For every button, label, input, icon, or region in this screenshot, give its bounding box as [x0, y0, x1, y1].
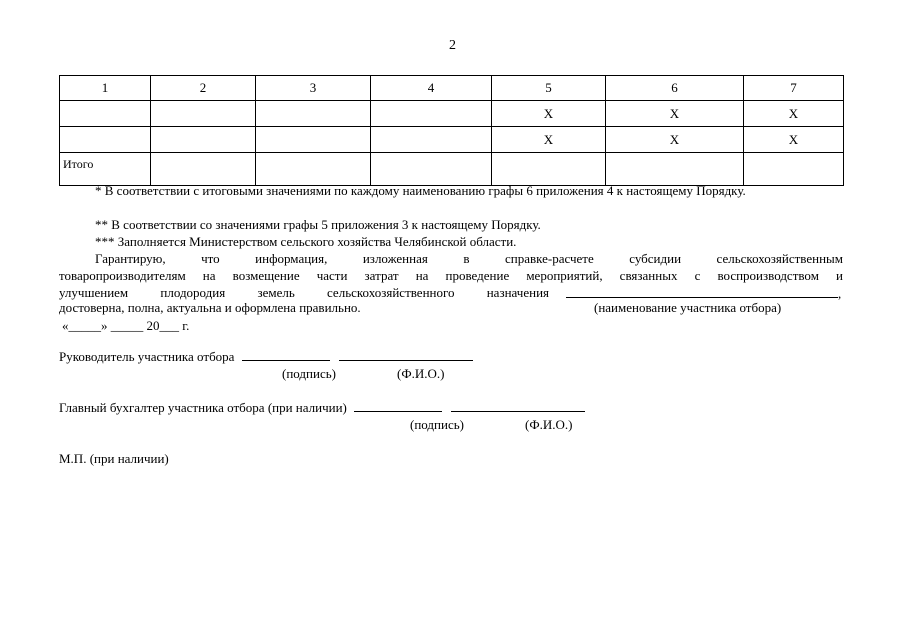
head-sign-caption: (подпись) [282, 366, 336, 381]
table-cell [151, 101, 256, 127]
table-cell [151, 153, 256, 186]
table-cell [256, 101, 371, 127]
table-cell [371, 153, 492, 186]
table-cell: X [492, 101, 606, 127]
total-label: Итого [60, 153, 151, 186]
accountant-signature-row [59, 400, 585, 416]
head-signature-row [59, 349, 473, 365]
column-header: 2 [151, 76, 256, 101]
footnote-1: * В соответствии с итоговыми значениями по каждому наименованию графы 6 приложения 4 к настоящему Порядку. [95, 183, 746, 198]
table-cell [492, 153, 606, 186]
comma: , [838, 286, 842, 301]
table-cell [606, 153, 744, 186]
guarantee-line-3: улучшением плодородия земель сельскохозяйственного назначения [59, 285, 549, 300]
accountant-name-line [451, 401, 585, 412]
accountant-sign-caption: (подпись) [410, 417, 464, 432]
table-row [60, 127, 844, 153]
table-cell [60, 101, 151, 127]
table-total-row [60, 153, 844, 186]
table-cell [256, 153, 371, 186]
participant-caption: (наименование участника отбора) [594, 300, 782, 315]
table-cell: X [744, 101, 844, 127]
table-cell [151, 127, 256, 153]
table-cell: X [606, 101, 744, 127]
table-header-row [60, 76, 844, 101]
page-number: 2 [449, 38, 456, 53]
guarantee-line-2: товаропроизводителям на возмещение части затрат на проведение мероприятий, связанных с воспроизводством и [59, 268, 843, 283]
accountant-name-caption: (Ф.И.О.) [525, 417, 573, 432]
guarantee-line-4: достоверна, полна, актуальна и оформлена правильно. [59, 300, 361, 315]
table-cell [60, 127, 151, 153]
column-header: 3 [256, 76, 371, 101]
footnote-3: *** Заполняется Министерством сельского хозяйства Челябинской области. [95, 234, 517, 249]
table-cell [371, 101, 492, 127]
table-cell [744, 153, 844, 186]
column-header: 5 [492, 76, 606, 101]
table-cell: X [606, 127, 744, 153]
head-name-caption: (Ф.И.О.) [397, 366, 445, 381]
date-line: «_____» _____ 20___ г. [62, 318, 190, 333]
table-cell: X [744, 127, 844, 153]
table-cell [371, 127, 492, 153]
column-header: 6 [606, 76, 744, 101]
guarantee-line-1: Гарантирую, что информация, изложенная в справке-расчете субсидии сельскохозяйственным [95, 251, 843, 266]
table-cell [256, 127, 371, 153]
column-header: 1 [60, 76, 151, 101]
footnote-2: ** В соответствии со значениями графы 5 приложения 3 к настоящему Порядку. [95, 217, 541, 232]
head-label: Руководитель участника отбора [59, 349, 235, 364]
head-signature-line [242, 350, 330, 361]
accountant-signature-line [354, 401, 442, 412]
column-header: 4 [371, 76, 492, 101]
table-cell: X [492, 127, 606, 153]
head-name-line [339, 350, 473, 361]
table-row [60, 101, 844, 127]
subsidy-table [59, 75, 844, 186]
stamp-label: М.П. (при наличии) [59, 451, 169, 466]
column-header: 7 [744, 76, 844, 101]
accountant-label: Главный бухгалтер участника отбора (при наличии) [59, 400, 347, 415]
